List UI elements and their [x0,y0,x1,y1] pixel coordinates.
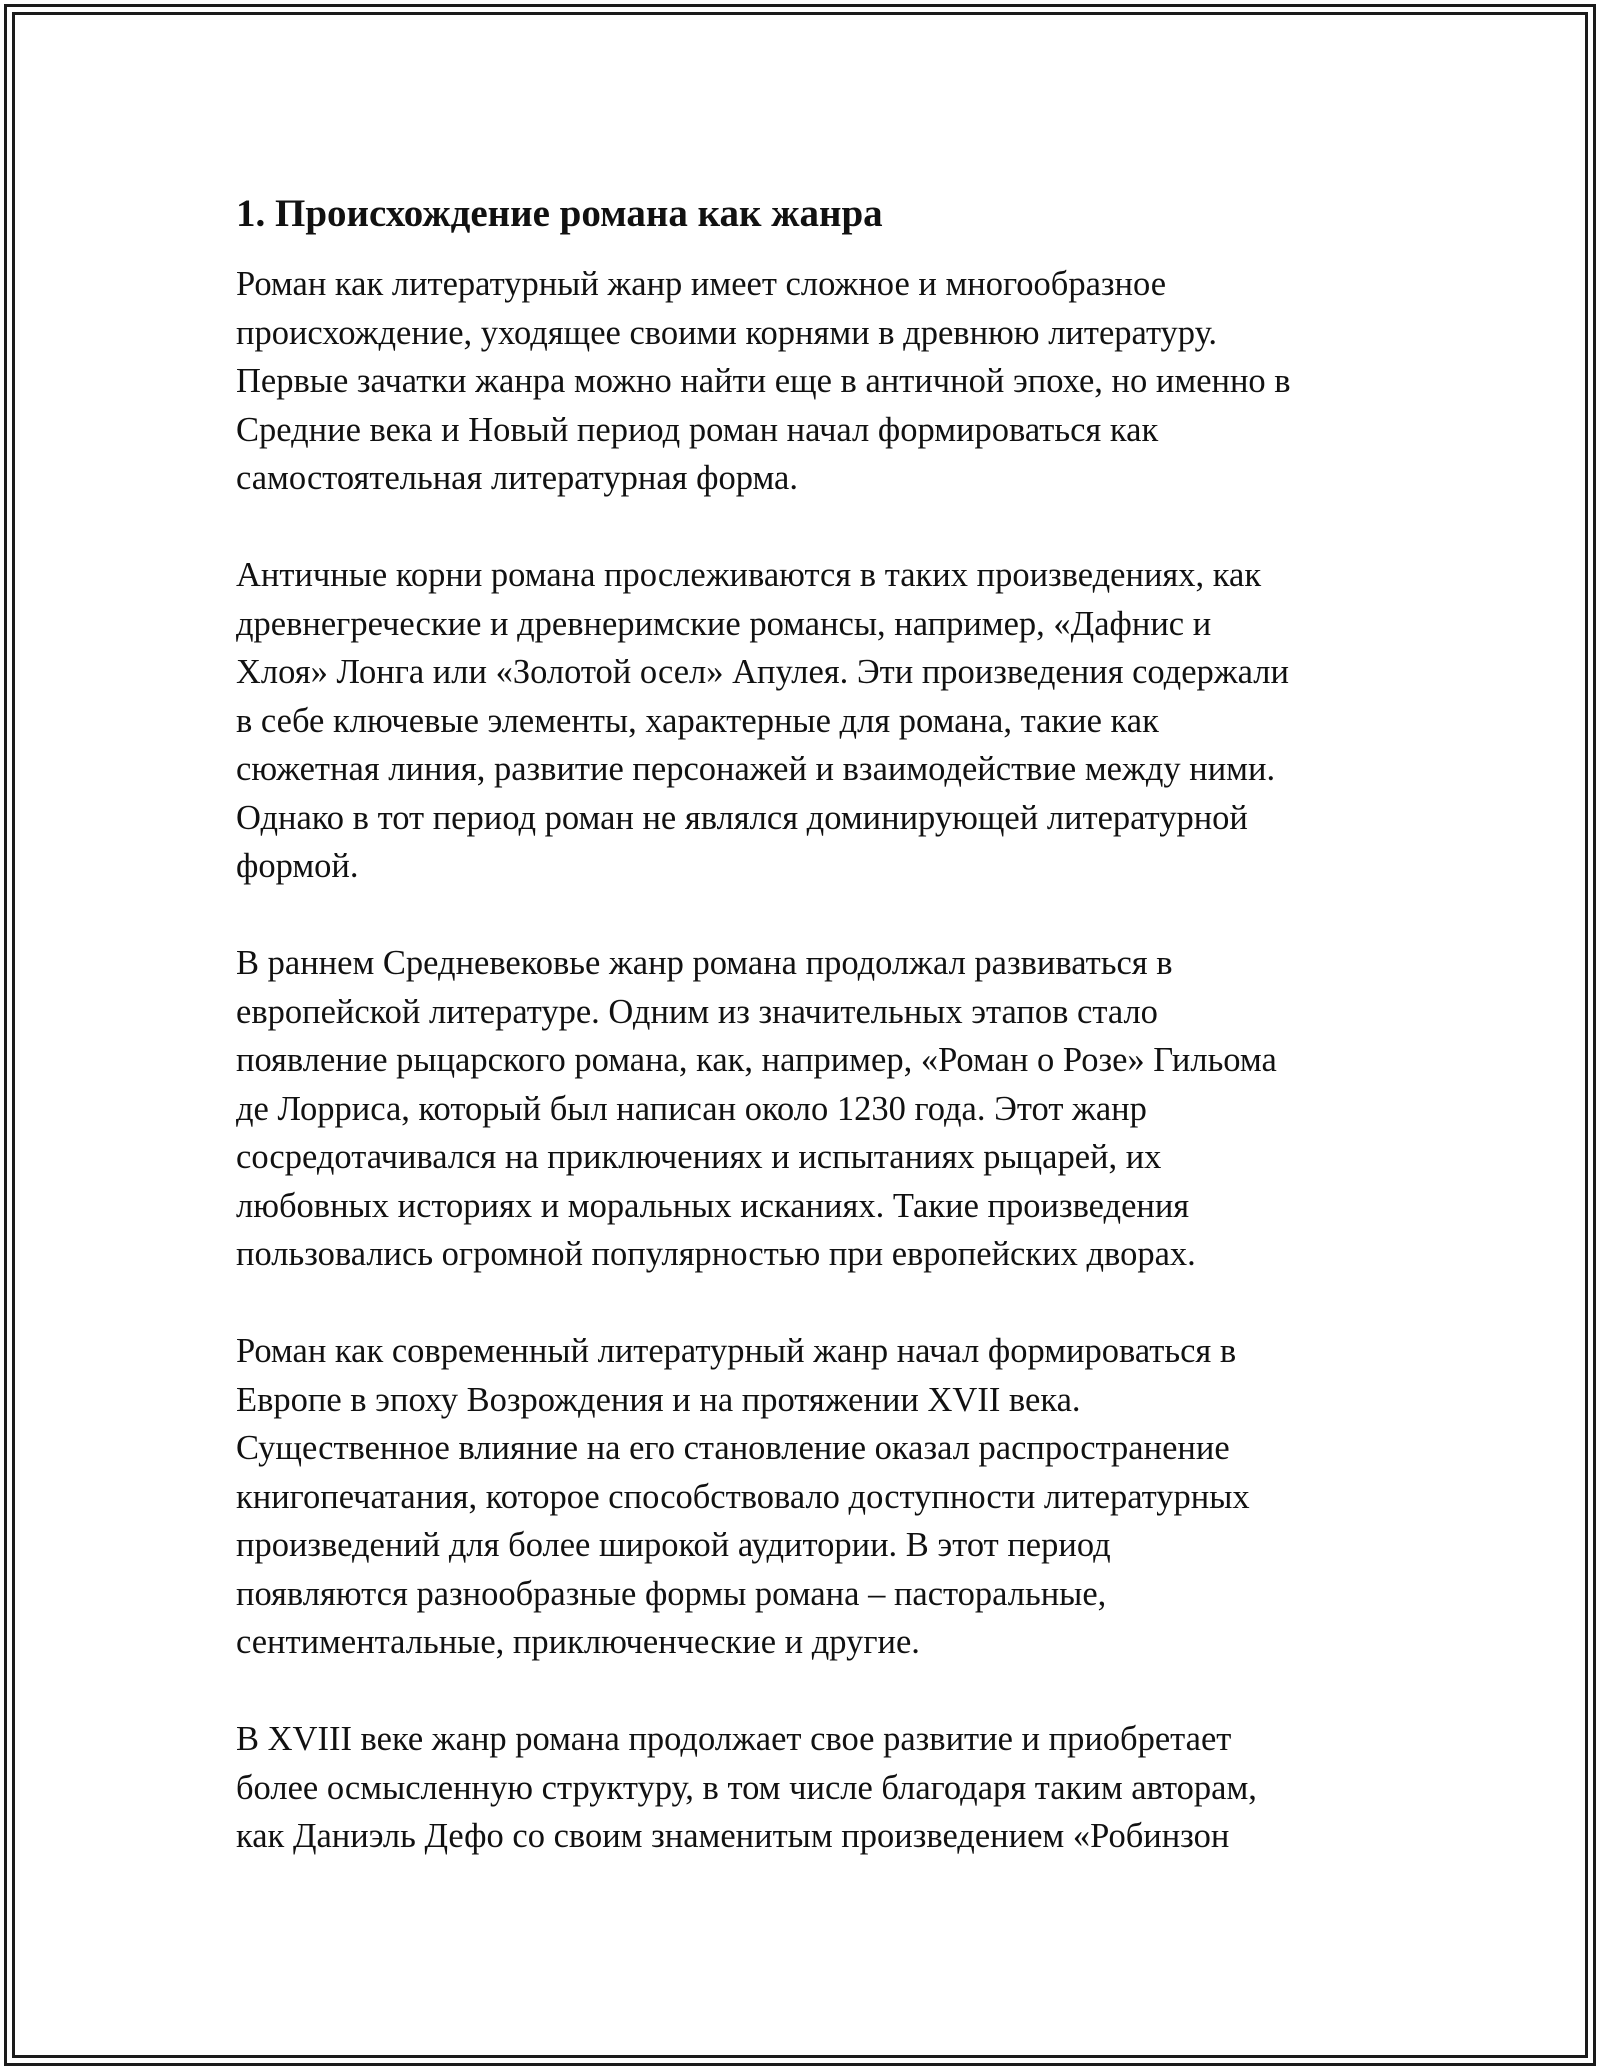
section-heading: 1. Происхождение романа как жанра [236,192,883,235]
text-line: Хлоя» Лонга или «Золотой осел» Апулея. Эти произведения содержали [236,653,1289,691]
text-line: формой. [236,847,359,885]
text-line: сентиментальные, приключенческие и другие. [236,1623,920,1661]
text-line: Роман как современный литературный жанр начал формироваться в [236,1332,1237,1370]
text-line: Однако в тот период роман не являлся доминирующей литературной [236,798,1248,837]
text-line: сосредотачивался на приключениях и испытаниях рыцарей, их [236,1138,1162,1176]
paragraph-3 [236,939,1376,1279]
paragraph-1 [236,260,1376,503]
text-line: любовных историях и моральных исканиях. Такие произведения [236,1186,1190,1225]
text-line: Первые зачатки жанра можно найти еще в античной эпохе, но именно в [236,362,1291,400]
text-line: Европе в эпоху Возрождения и на протяжении XVII века. [236,1380,1081,1419]
text-line: де Лорриса, который был написан около 1230 года. Этот жанр [236,1089,1147,1128]
text-line: В XVIII веке жанр романа продолжает свое развитие и приобретает [236,1720,1232,1758]
text-line: В раннем Средневековье жанр романа продолжал развиваться в [236,944,1173,982]
text-line: Средние века и Новый период роман начал формироваться как [236,410,1159,449]
text-line: европейской литературе. Одним из значительных этапов стало [236,992,1158,1031]
text-line: Роман как литературный жанр имеет сложное и многообразное [236,265,1167,303]
paragraph-2 [236,551,1376,891]
text-line: Античные корни романа прослеживаются в таких произведениях, как [236,556,1262,594]
text-line: произведений для более широкой аудитории. В этот период [236,1526,1111,1564]
paragraph-5 [236,1715,1376,1861]
text-line: Существенное влияние на его становление оказал распространение [236,1429,1230,1467]
paragraph-4 [236,1327,1376,1667]
text-line: самостоятельная литературная форма. [236,459,798,497]
text-line: пользовались огромной популярностью при европейских дворах. [236,1235,1196,1273]
text-line: более осмысленную структуру, в том числе благодаря таким авторам, [236,1768,1257,1807]
text-line: как Даниэль Дефо со своим знаменитым произведением «Робинзон [236,1817,1230,1855]
text-line: появление рыцарского романа, как, например, «Роман о Розе» Гильома [236,1041,1277,1079]
text-line: книгопечатания, которое способствовало доступности литературных [236,1477,1250,1516]
document-body [236,188,1376,1909]
text-line: сюжетная линия, развитие персонажей и взаимодействие между ними. [236,750,1276,788]
text-line: появляются разнообразные формы романа – пасторальные, [236,1574,1107,1613]
text-line: древнегреческие и древнеримские романсы, например, «Дафнис и [236,604,1212,643]
text-line: происхождение, уходящее своими корнями в древнюю литературу. [236,313,1218,352]
text-line: в себе ключевые элементы, характерные для романа, такие как [236,701,1159,740]
